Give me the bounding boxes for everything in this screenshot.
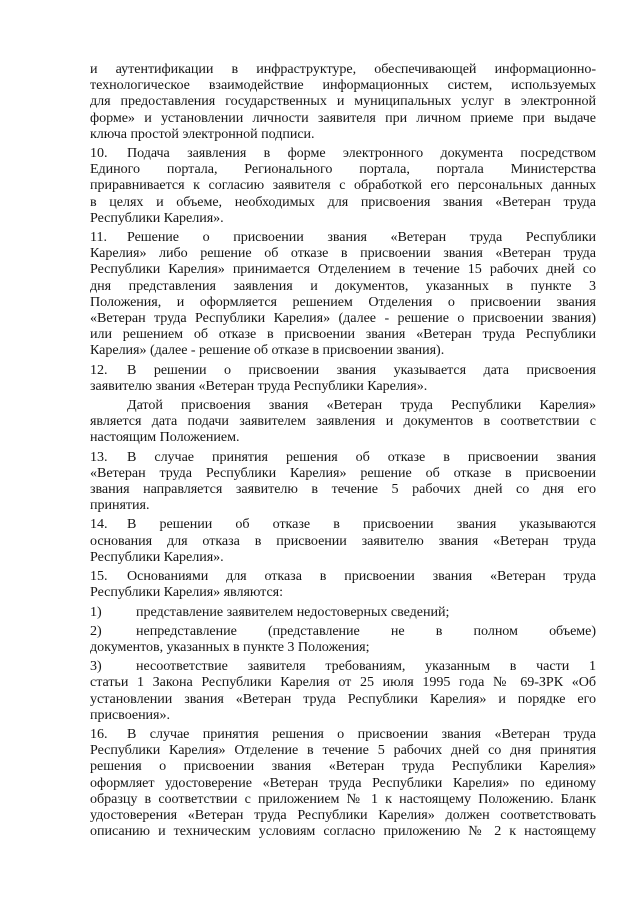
text-line: решения о присвоении звания «Ветеран труда Республики Карелия» bbox=[90, 758, 596, 775]
text-line: Республики Карелия» Отделение в течение 5 рабочих дней со дня принятия bbox=[90, 742, 596, 759]
text-line bbox=[90, 229, 596, 245]
text-line bbox=[90, 516, 596, 532]
text-line bbox=[90, 623, 596, 639]
text-line: в целях и объеме, необходимых для присвоения звания «Ветеран труда bbox=[90, 193, 596, 210]
paragraph-11 bbox=[90, 229, 596, 359]
text-line: для предоставления государственных и муниципальных услуг в электронной bbox=[90, 93, 596, 110]
document-body bbox=[90, 61, 596, 839]
paragraph-number: 10. bbox=[90, 145, 108, 162]
text-span: представление заявителем недостоверных сведений; bbox=[136, 603, 450, 620]
text-line: заявителю звания «Ветеран труда Республики Карелия». bbox=[90, 377, 428, 394]
text-line: статьи 1 Закона Республики Карелия от 25 июля 1995 года № 69-ЗРК «Об bbox=[90, 674, 596, 691]
text-line: Республики Карелия» являются: bbox=[90, 584, 283, 601]
text-line: технологическое взаимодействие информационных систем, используемых bbox=[90, 77, 596, 94]
text-line: является дата подачи заявителем заявления и документов в соответствии с bbox=[90, 413, 596, 430]
text-line: форме» и установлении личности заявителя при личном приеме при выдаче bbox=[90, 109, 596, 126]
text-line bbox=[90, 145, 596, 161]
text-line: «Ветеран труда Республики Карелия» (далее - решение о присвоении звания) bbox=[90, 310, 596, 327]
paragraph-number: 12. bbox=[90, 361, 108, 378]
text-span: непредставление (представление не в полном объеме) bbox=[136, 622, 596, 639]
text-line: документов, указанных в пункте 3 Положения; bbox=[90, 638, 370, 655]
text-line: «Ветеран труда Республики Карелия» решение об отказе в присвоении bbox=[90, 464, 596, 481]
list-item-3 bbox=[90, 658, 596, 723]
text-span: Основаниями для отказа в присвоении звания «Ветеран труда bbox=[127, 568, 596, 585]
paragraph-12 bbox=[90, 362, 596, 394]
paragraph-14 bbox=[90, 516, 596, 565]
text-span: Решение о присвоении звания «Ветеран труда Республики bbox=[127, 229, 596, 246]
paragraph-13 bbox=[90, 449, 596, 514]
text-line: принятия. bbox=[90, 497, 150, 514]
paragraph-number: 14. bbox=[90, 516, 108, 533]
text-line: описанию и техническим условиям согласно приложению № 2 к настоящему bbox=[90, 823, 596, 840]
text-span: В решении об отказе в присвоении звания указываются bbox=[127, 516, 596, 533]
text-span: несоответствие заявителя требованиям, указанным в части 1 bbox=[136, 658, 596, 675]
text-line: звания направляется заявителю в течение 5 рабочих дней со дня его bbox=[90, 481, 596, 498]
text-line: удостоверения «Ветеран труда Республики Карелия» должен соответствовать bbox=[90, 806, 596, 823]
text-line bbox=[90, 449, 596, 465]
list-item-2 bbox=[90, 623, 596, 655]
text-line bbox=[90, 604, 596, 620]
text-span: Подача заявления в форме электронного документа посредством bbox=[127, 145, 596, 162]
text-line bbox=[90, 658, 596, 674]
text-line bbox=[90, 362, 596, 378]
text-line: или решением об отказе в присвоении звания «Ветеран труда Республики bbox=[90, 326, 596, 343]
text-line: образцу в соответствии с приложением № 1 к настоящему Положению. Бланк bbox=[90, 790, 596, 807]
text-line: Положения, и оформляется решением Отделения о присвоении звания bbox=[90, 293, 596, 310]
text-span: В решении о присвоении звания указывается дата присвоения bbox=[127, 361, 596, 378]
text-line: установлении звания «Ветеран труда Республики Карелия» и порядке его bbox=[90, 690, 596, 707]
text-span: В случае принятия решения о присвоении звания «Ветеран труда bbox=[127, 725, 596, 742]
intro-paragraph bbox=[90, 61, 596, 142]
paragraph-16 bbox=[90, 726, 596, 839]
list-marker: 2) bbox=[90, 622, 102, 639]
paragraph-number: 13. bbox=[90, 448, 108, 465]
list-item-1 bbox=[90, 604, 596, 620]
text-line: Республики Карелия». bbox=[90, 209, 224, 226]
text-line: Единого портала, Регионального портала, портала Министерства bbox=[90, 161, 596, 178]
text-line: ключа простой электронной подписи. bbox=[90, 125, 315, 142]
text-line: основания для отказа в присвоении заявителю звания «Ветеран труда bbox=[90, 532, 596, 549]
paragraph-15 bbox=[90, 568, 596, 600]
paragraph-number: 16. bbox=[90, 725, 108, 742]
text-line: и аутентификации в инфраструктуре, обеспечивающей информационно- bbox=[90, 61, 596, 77]
text-line: Карелия» (далее - решение об отказе в присвоении звания). bbox=[90, 342, 445, 359]
paragraph-number: 11. bbox=[90, 229, 107, 246]
text-line bbox=[90, 726, 596, 742]
text-line: оформляет удостоверение «Ветеран труда Республики Карелия» по единому bbox=[90, 774, 596, 791]
text-line: Карелия» либо решение об отказе в присвоении звания «Ветеран труда bbox=[90, 245, 596, 262]
paragraph-number: 15. bbox=[90, 568, 108, 585]
text-line bbox=[90, 568, 596, 584]
list-marker: 3) bbox=[90, 658, 102, 675]
text-line: приравнивается к согласию заявителя с обработкой его персональных данных bbox=[90, 177, 596, 194]
paragraph-12-continued bbox=[90, 397, 596, 446]
list-marker: 1) bbox=[90, 603, 102, 620]
paragraph-10 bbox=[90, 145, 596, 226]
text-line: настоящим Положением. bbox=[90, 429, 240, 446]
text-line: Датой присвоения звания «Ветеран труда Республики Карелия» bbox=[127, 397, 596, 414]
text-line: присвоения». bbox=[90, 706, 170, 723]
text-line: Республики Карелия». bbox=[90, 548, 224, 565]
text-span: В случае принятия решения об отказе в присвоении звания bbox=[127, 448, 596, 465]
text-line: дня представления заявления и документов, указанных в пункте 3 bbox=[90, 277, 596, 294]
text-line: Республики Карелия» принимается Отделением в течение 15 рабочих дней со bbox=[90, 261, 596, 278]
